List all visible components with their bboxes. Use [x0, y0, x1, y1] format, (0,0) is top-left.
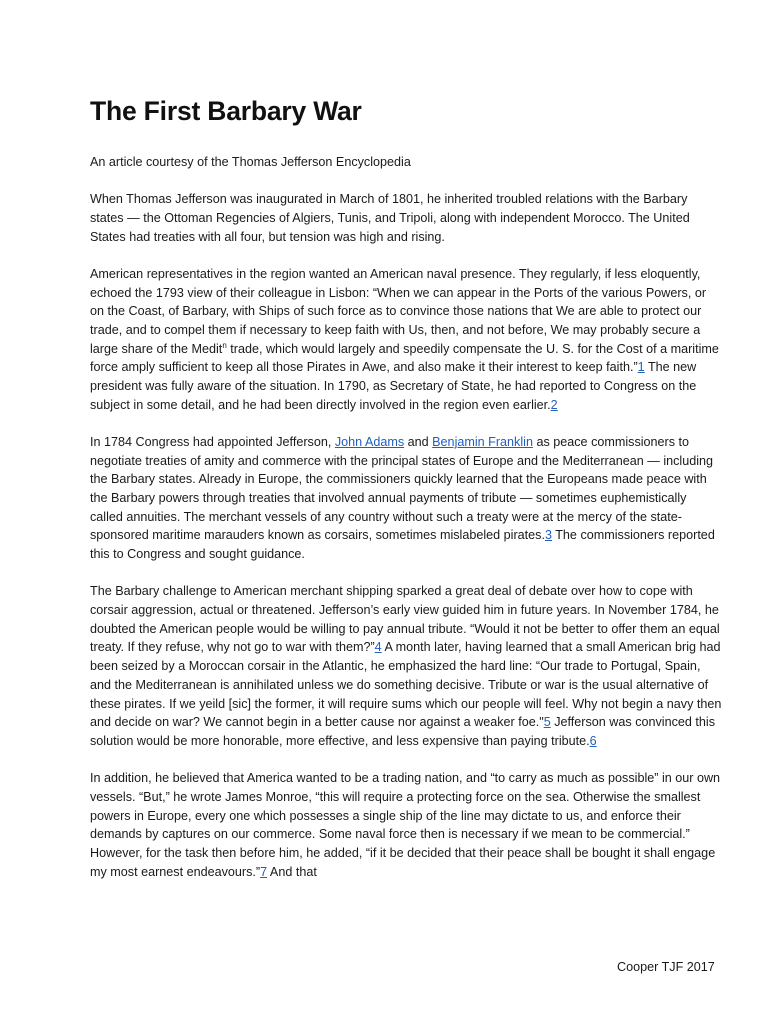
paragraph-3-text-a: In 1784 Congress had appointed Jefferson, [90, 434, 335, 449]
paragraph-5-text-b: And that [267, 864, 317, 879]
subtitle: An article courtesy of the Thomas Jefferson Encyclopedia [90, 155, 411, 169]
footnote-link-4[interactable]: 4 [374, 640, 382, 655]
paragraph-2-text-a: American representatives in the region wanted an American naval presence. They regularly, if less eloquently, echoed the 1793 view of their colleague in Lisbon: “When we can appear in the Ports of the various Powers, or on the Coast, of Barbary, with Ships of such force as to convince those nations that We are able to protect our trade, and to compel them if necessary to keep faith with Us, then, and not before, We may probably secure a large share of the Medit [90, 266, 707, 356]
footnote-link-3[interactable]: 3 [544, 528, 552, 543]
paragraph-3 [90, 433, 722, 564]
paragraph-4 [90, 582, 722, 750]
paragraph-2-text-c: The new president was fully aware of the situation. In 1790, as Secretary of State, he had reported to Congress on the subject in some detail, and he had been directly involved in the region even earlier. [90, 360, 697, 412]
paragraph-3-text-d: The commissioners reported this to Congress and sought guidance. [90, 528, 715, 562]
footnote-link-2[interactable]: 2 [550, 397, 558, 412]
footnote-link-7[interactable]: 7 [260, 864, 268, 879]
footnote-link-5[interactable]: 5 [543, 715, 551, 730]
link-benjamin-franklin[interactable]: Benjamin Franklin [432, 434, 533, 449]
paragraph-1: When Thomas Jefferson was inaugurated in March of 1801, he inherited troubled relations with the Barbary states — the Ottoman Regencies of Algiers, Tunis, and Tripoli, along with independent Morocco. The United States had treaties with all four, but tension was high and rising. [90, 192, 690, 244]
paragraph-3-text-b: and [404, 434, 433, 449]
link-john-adams[interactable]: John Adams [334, 434, 405, 449]
superscript-n: n [222, 340, 227, 350]
paragraph-4-text-a: The Barbary challenge to American merchant shipping sparked a great deal of debate over how to cope with corsair aggression, actual or threatened. Jefferson’s early view guided him in future years. In November 1784, he doubted the American people would be willing to pay annual tribute. “Would it not be better to offer them an equal treaty. If they refuse, why not go to war with them?” [90, 584, 720, 655]
paragraph-3-text-c: as peace commissioners to negotiate treaties of amity and commerce with the principal states of Europe and the Mediterranean — including the Barbary states. Already in Europe, the commissioners quickly learned that the Europeans made peace with the Barbary powers through treaties that involved annual payments of tribute — sometimes euphemistically called annuities. The merchant vessels of any country without such a treaty were at the mercy of the state-sponsored maritime marauders known as corsairs, sometimes mislabeled pirates. [90, 434, 714, 543]
page-footer: Cooper TJF 2017 [617, 960, 715, 974]
footnote-link-1[interactable]: 1 [637, 360, 645, 375]
document-page [90, 96, 722, 900]
paragraph-2-text-b: trade, which would largely and speedily compensate the U. S. for the Cost of a maritime force amply sufficient to keep all those Pirates in Awe, and also make it their interest to keep faith.” [90, 341, 719, 375]
paragraph-4-text-c: Jefferson was convinced this solution would be more honorable, more effective, and less expensive than paying tribute. [90, 715, 716, 748]
page-title: The First Barbary War [90, 96, 362, 126]
paragraph-2 [90, 265, 722, 415]
paragraph-4-text-b: A month later, having learned that a small American brig had been seized by a Moroccan corsair in the Atlantic, he emphasized the hard line: “Our trade to Portugal, Spain, and the Mediterranean is annihilated unless we do something decisive. Tribute or war is the usual alternative of these pirates. If we yeild [sic] the former, it will require sums which our people will feel. Why not begin a navy then and decide on war? We cannot begin in a better cause nor against a weaker foe." [90, 640, 722, 730]
paragraph-5-text-a: In addition, he believed that America wanted to be a trading nation, and “to carry as much as possible” in our own vessels. “But,” he wrote James Monroe, “this will require a protecting force on the sea. Otherwise the smallest powers in Europe, every one which possesses a single ship of the line may dictate to us, and enforce their demands by captures on our commerce. Some naval force then is necessary if we mean to be commercial.” However, for the task then before him, he added, “if it be decided that their peace shall be bought it shall engage my most earnest endeavours.” [90, 771, 721, 879]
footnote-link-6[interactable]: 6 [589, 733, 597, 748]
paragraph-5 [90, 769, 722, 881]
